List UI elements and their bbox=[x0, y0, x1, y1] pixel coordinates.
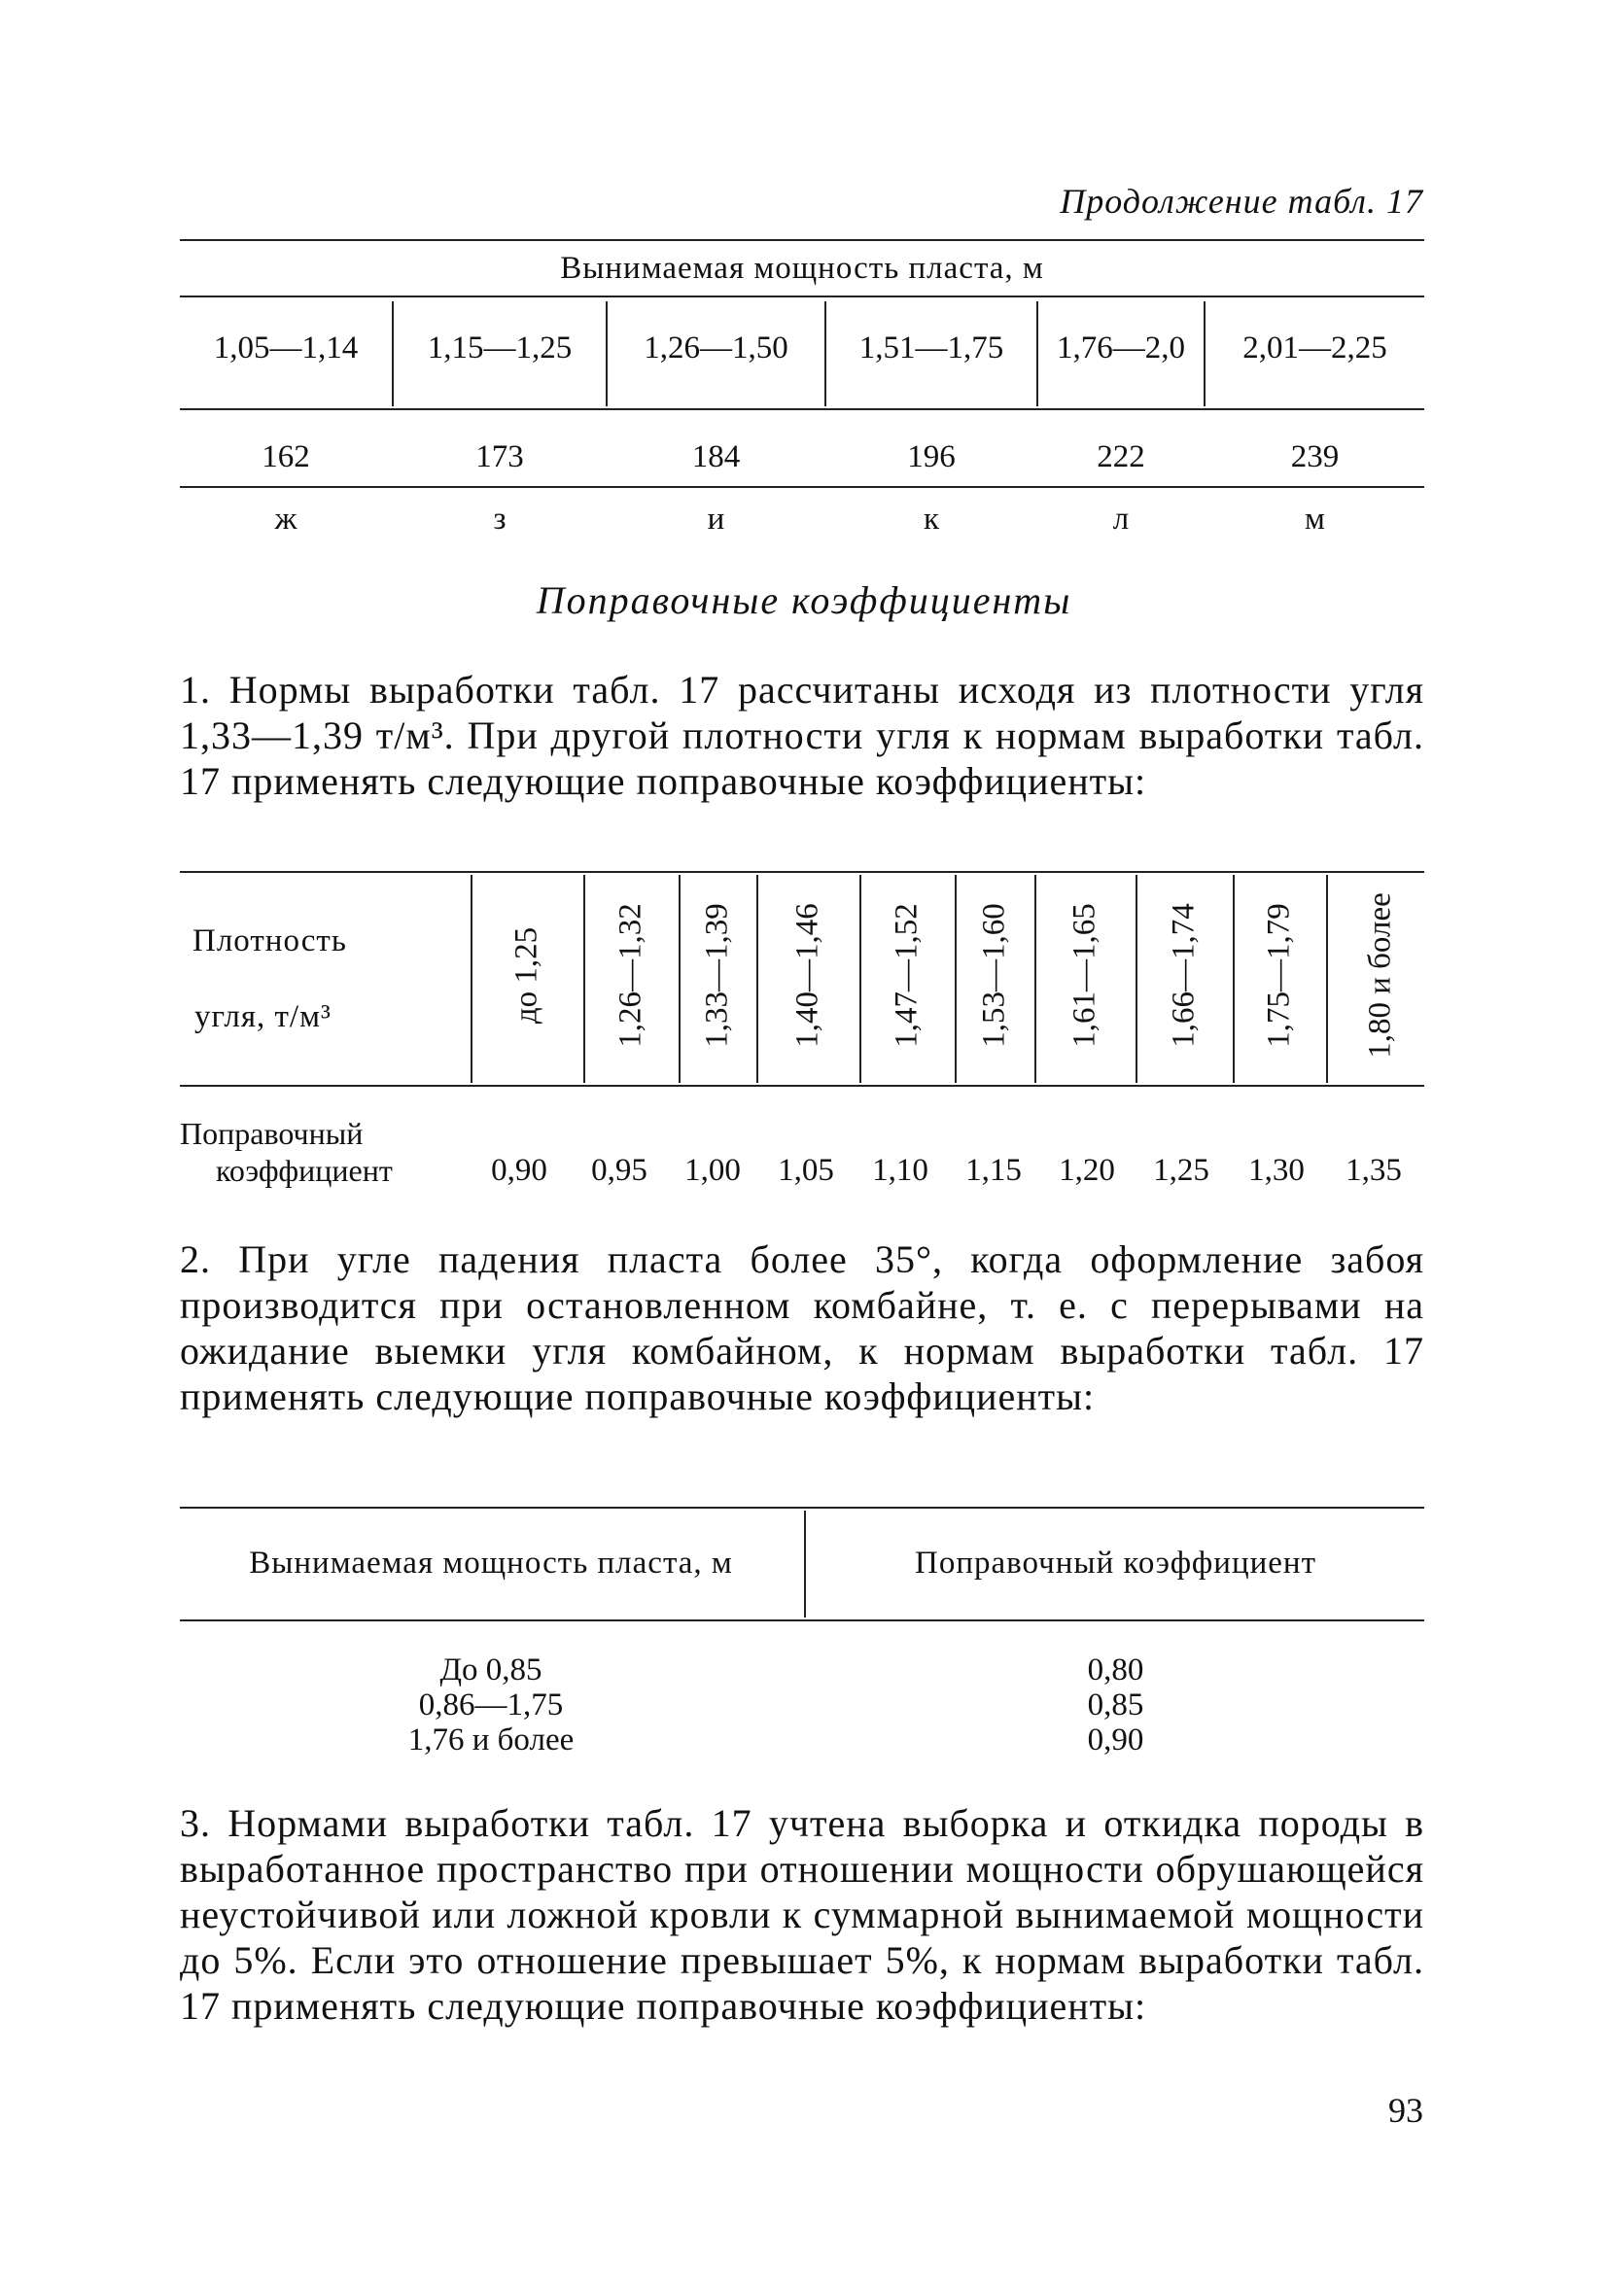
table1-value-cell: 222 bbox=[1097, 439, 1145, 474]
table2-col-divider bbox=[1034, 875, 1036, 1083]
coef-value: 1,10 bbox=[872, 1153, 928, 1188]
table1-range-cell: 2,01—2,25 bbox=[1242, 330, 1387, 365]
table1-letter-cell: л bbox=[1112, 502, 1130, 537]
table2-label-line2: угля, т/м³ bbox=[194, 999, 332, 1034]
table1-value-cell: 162 bbox=[262, 439, 310, 474]
table1-letter-cell: и bbox=[707, 502, 725, 537]
table2-top-rule bbox=[180, 871, 1424, 873]
density-header: 1,66—1,74 bbox=[1166, 903, 1202, 1048]
density-header: 1,40—1,46 bbox=[789, 903, 825, 1048]
table2-bottom-rule bbox=[180, 1085, 1424, 1087]
paragraph-3: 3. Нормами выработки табл. 17 учтена выборка и откидка породы в выработанное пространство при отношении мощности обрушающейся неустойчивой или ложной кровли к суммарной вынимаемой мощности до 5%. Если это отношение превышает 5%, к нормам выработки табл. 17 применять следующие поправочные коэффициенты: bbox=[180, 1801, 1424, 2028]
table3-top-rule bbox=[180, 1507, 1424, 1509]
coef-value: 1,00 bbox=[684, 1153, 741, 1188]
coef-label-line1: Поправочный bbox=[180, 1116, 364, 1151]
table1-letter-cell: м bbox=[1305, 502, 1325, 537]
thickness-cell: 1,76 и более bbox=[407, 1722, 575, 1757]
table1-value-cell: 184 bbox=[691, 439, 741, 474]
coef-cell: 0,85 bbox=[1087, 1687, 1144, 1722]
density-header: 1,75—1,79 bbox=[1261, 903, 1297, 1048]
table1-letter-cell: к bbox=[923, 502, 940, 537]
table2-col-divider bbox=[1233, 875, 1235, 1083]
table1-header-rule bbox=[180, 296, 1424, 297]
table1-range-cell: 1,51—1,75 bbox=[858, 330, 1004, 365]
table3-thickness-column bbox=[180, 1652, 802, 1757]
coef-value: 1,15 bbox=[965, 1153, 1022, 1188]
table1-letter-cell: з bbox=[493, 502, 507, 537]
table1-bottom-rule bbox=[180, 486, 1424, 488]
table2-label-line1: Плотность bbox=[192, 923, 347, 958]
thickness-cell: До 0,85 bbox=[439, 1652, 542, 1687]
coef-value: 1,05 bbox=[778, 1153, 834, 1188]
coef-value: 1,25 bbox=[1153, 1153, 1209, 1188]
continuation-title: Продолжение табл. 17 bbox=[1060, 182, 1423, 221]
coef-cell: 0,80 bbox=[1087, 1652, 1144, 1687]
table3-col-divider bbox=[804, 1511, 806, 1618]
table2-col-divider bbox=[955, 875, 957, 1083]
table1-range-cell: 1,15—1,25 bbox=[427, 330, 573, 365]
coef-value: 1,30 bbox=[1248, 1153, 1305, 1188]
table1-letter-cell: ж bbox=[274, 502, 297, 537]
table2-col-divider bbox=[1136, 875, 1137, 1083]
coef-value: 0,90 bbox=[491, 1153, 547, 1188]
table3-col1-header: Вынимаемая мощность пласта, м bbox=[249, 1546, 733, 1581]
table2-col-divider bbox=[859, 875, 861, 1083]
table1-range-cell: 1,76—2,0 bbox=[1057, 330, 1185, 365]
table2-col-divider bbox=[583, 875, 585, 1083]
coef-cell: 0,90 bbox=[1087, 1722, 1144, 1757]
coef-value: 1,35 bbox=[1346, 1153, 1402, 1188]
density-header: 1,26—1,32 bbox=[612, 903, 648, 1048]
page-number: 93 bbox=[1388, 2091, 1423, 2130]
table1-header: Вынимаемая мощность пласта, м bbox=[560, 251, 1044, 286]
table1-range-cell: 1,26—1,50 bbox=[644, 330, 788, 365]
table3-header-rule bbox=[180, 1619, 1424, 1621]
density-header: 1,33—1,39 bbox=[699, 903, 735, 1048]
density-header: 1,61—1,65 bbox=[1066, 903, 1102, 1048]
density-header: 1,47—1,52 bbox=[889, 903, 925, 1048]
paragraph-2: 2. При угле падения пласта более 35°, когда оформление забоя производится при остановленном комбайне, т. е. с перерывами на ожидание выемки угля комбайном, к нормам выработки табл. 17 применять следующие поправочные коэффициенты: bbox=[180, 1237, 1424, 1418]
table2-col-divider bbox=[679, 875, 681, 1083]
table2-col-divider bbox=[471, 875, 472, 1083]
table3-col2-header: Поправочный коэффициент bbox=[915, 1546, 1316, 1581]
table1-top-rule bbox=[180, 239, 1424, 241]
coef-value: 1,20 bbox=[1059, 1153, 1115, 1188]
table1-value-cell: 239 bbox=[1290, 439, 1340, 474]
table3-coef-column bbox=[807, 1652, 1424, 1757]
table1-range-cell: 1,05—1,14 bbox=[213, 330, 359, 365]
table2-col-divider bbox=[1326, 875, 1328, 1083]
table2-col-divider bbox=[756, 875, 758, 1083]
coef-label-line2: коэффициент bbox=[216, 1153, 393, 1188]
density-header: 1,53—1,60 bbox=[976, 903, 1012, 1048]
table1-mid-rule bbox=[180, 408, 1424, 410]
density-header: до 1,25 bbox=[508, 926, 544, 1025]
table1-value-cell: 173 bbox=[475, 439, 524, 474]
coef-value: 0,95 bbox=[591, 1153, 647, 1188]
paragraph-1: 1. Нормы выработки табл. 17 рассчитаны исходя из плотности угля 1,33—1,39 т/м³. При другой плотности угля к нормам выработки табл. 17 применять следующие поправочные коэффициенты: bbox=[180, 668, 1424, 803]
thickness-cell: 0,86—1,75 bbox=[418, 1687, 564, 1722]
density-header: 1,80 и более bbox=[1362, 892, 1398, 1059]
table1-value-cell: 196 bbox=[907, 439, 956, 474]
section-title: Поправочные коэффициенты bbox=[536, 578, 1072, 622]
